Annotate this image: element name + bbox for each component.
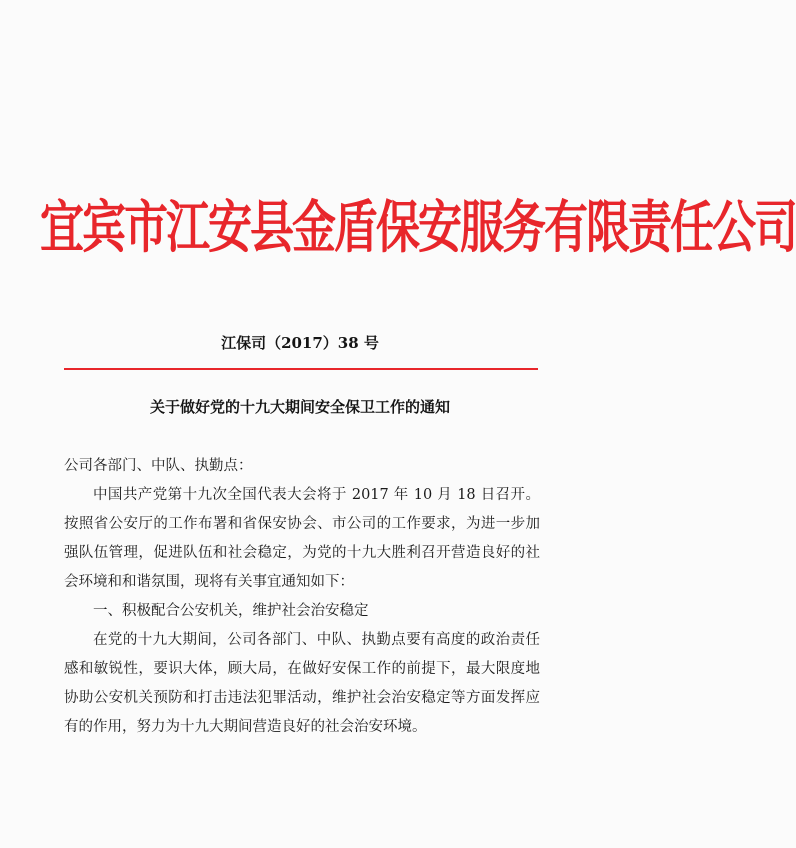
body-paragraph: 在党的十九大期间，公司各部门、中队、执勤点要有高度的政治责任感和敏锐性，要识大体，顾大局，在做好安保工作的前提下，最大限度地协助公安机关预防和打击违法犯罪活动，维护社会治安稳定等方面发挥应有的作用，努力为十九大期间营造良好的社会治安环境。	[64, 632, 540, 735]
salutation: 公司各部门、中队、执勤点：	[64, 458, 253, 474]
document-body	[64, 452, 540, 742]
body-paragraph: 中国共产党第十九次全国代表大会将于 2017 年 10 月 18 日召开。按照省公安厅的工作布署和省保安协会、市公司的工作要求，为进一步加强队伍管理，促进队伍和社会稳定，为党的十九大胜利召开营造良好的社会环境和和谐氛围，现将有关事宜通知如下：	[64, 487, 540, 590]
document-title: 关于做好党的十九大期间安全保卫工作的通知	[149, 398, 450, 416]
section-heading: 一、积极配合公安机关，维护社会治安稳定	[93, 603, 369, 619]
document-number: 江保司（2017）38 号	[221, 334, 379, 352]
red-divider-line	[64, 368, 538, 370]
organization-header: 宜宾市江安县金盾保安服务有限责任公司	[40, 195, 796, 261]
